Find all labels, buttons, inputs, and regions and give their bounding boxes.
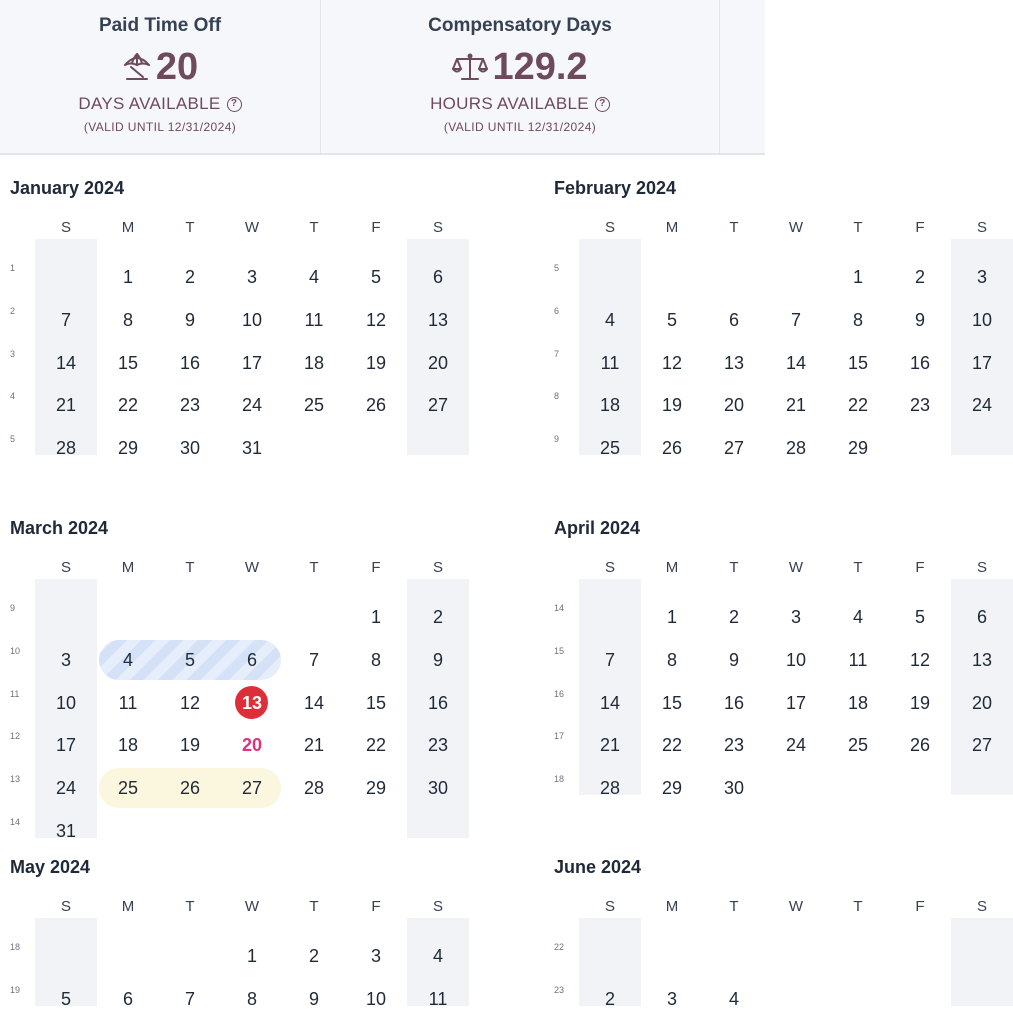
paid-time-off-value: 20 [155, 46, 199, 88]
calendar-day[interactable]: 1 [852, 267, 863, 287]
calendar-day[interactable]: 23 [427, 735, 449, 756]
calendar-day[interactable]: 24 [241, 395, 263, 416]
calendar-day[interactable]: 9 [432, 649, 443, 670]
week-number: 22 [554, 942, 565, 952]
weekday-header: T [853, 559, 863, 576]
week-number: 9 [10, 603, 16, 613]
calendar-day[interactable]: 12 [179, 692, 201, 713]
calendar-day[interactable]: 30 [179, 438, 201, 459]
week-number: 17 [554, 731, 565, 742]
calendar-day[interactable]: 12 [661, 352, 683, 373]
balances-header [0, 0, 765, 155]
calendar-day[interactable]: 11 [118, 692, 138, 713]
calendar-day[interactable]: 24 [55, 778, 77, 799]
compensatory-days-valid-until: (VALID UNTIL 12/31/2024) [443, 120, 597, 134]
days-available-text: DAYS AVAILABLE [78, 94, 221, 113]
calendar-day[interactable]: 3 [976, 267, 987, 287]
calendar-day[interactable]: 16 [427, 692, 449, 713]
calendar-day[interactable]: 30 [723, 778, 745, 799]
calendar-day[interactable]: 7 [790, 309, 801, 330]
compensatory-days-title: Compensatory Days [428, 15, 612, 36]
calendar-day[interactable]: 21 [55, 395, 77, 416]
calendar-day[interactable]: 1 [122, 267, 133, 287]
calendar-day[interactable]: 6 [122, 988, 133, 1009]
calendar-day[interactable]: 13 [427, 309, 449, 330]
calendar-day[interactable]: 12 [909, 649, 931, 670]
calendar-day[interactable]: 23 [909, 395, 931, 416]
calendar-day[interactable]: 31 [241, 438, 263, 459]
weekday-header: W [788, 219, 804, 236]
calendar-day[interactable]: 22 [117, 395, 139, 416]
calendar-day[interactable]: 2 [308, 946, 319, 966]
calendar-day[interactable]: 7 [604, 649, 615, 670]
weekday-header: T [185, 898, 195, 915]
calendar-day[interactable]: 11 [600, 352, 620, 373]
calendar-day[interactable]: 2 [604, 988, 615, 1009]
calendar-day[interactable]: 22 [661, 735, 683, 756]
month-title: April 2024 [554, 518, 641, 538]
weekday-header: T [185, 219, 195, 236]
week-number: 1 [10, 263, 16, 273]
calendar-day[interactable]: 28 [303, 778, 325, 799]
calendar-day[interactable]: 5 [666, 309, 677, 330]
hours-available-label [321, 94, 719, 114]
week-number: 3 [10, 348, 16, 359]
card-divider [719, 0, 720, 155]
calendar-day[interactable]: 25 [117, 778, 139, 799]
calendar-day[interactable]: 7 [308, 649, 319, 670]
calendar-day[interactable]: 1 [666, 607, 677, 627]
calendar-day[interactable]: 19 [909, 692, 931, 713]
hours-available-text: HOURS AVAILABLE [430, 94, 589, 113]
calendar-day[interactable]: 17 [55, 735, 77, 756]
weekday-header: W [788, 898, 804, 915]
calendar-day[interactable]: 4 [604, 309, 615, 330]
month-title: February 2024 [554, 178, 677, 198]
calendar-day[interactable]: 5 [184, 649, 195, 670]
weekday-header: F [915, 559, 925, 576]
weekday-header: F [371, 219, 381, 236]
calendar-day[interactable]: 6 [246, 649, 257, 670]
weekday-header: F [371, 898, 381, 915]
week-number: 14 [554, 603, 565, 613]
week-number: 2 [10, 305, 16, 316]
weekday-header: T [729, 898, 739, 915]
calendar-day[interactable]: 6 [976, 607, 987, 627]
calendar-day[interactable]: 15 [365, 692, 387, 713]
calendar-day[interactable]: 5 [60, 988, 71, 1009]
calendar-day[interactable]: 23 [179, 395, 201, 416]
calendar-day[interactable]: 30 [427, 778, 449, 799]
calendar-day[interactable]: 11 [848, 649, 868, 670]
calendar-day[interactable]: 21 [785, 395, 807, 416]
calendar-day[interactable]: 27 [971, 735, 993, 756]
help-icon[interactable]: ? [595, 97, 610, 112]
paid-time-off-valid-until: (VALID UNTIL 12/31/2024) [83, 120, 237, 134]
calendar-day[interactable]: 4 [308, 267, 319, 287]
weekday-header: S [60, 898, 71, 915]
calendar-day[interactable]: 18 [117, 735, 139, 756]
week-number: 11 [10, 688, 20, 699]
calendar-day[interactable]: 27 [723, 438, 745, 459]
calendar-day[interactable]: 16 [723, 692, 745, 713]
week-number: 7 [554, 348, 560, 359]
calendar-day[interactable]: 2 [914, 267, 925, 287]
weekday-header: S [432, 559, 443, 576]
weekday-header: T [729, 219, 739, 236]
weekday-header: T [309, 559, 319, 576]
paid-time-off-stat [0, 44, 320, 90]
week-number: 18 [554, 774, 565, 785]
calendar-day[interactable]: 29 [847, 438, 869, 459]
weekday-header: W [244, 559, 260, 576]
calendar-day[interactable]: 16 [179, 352, 201, 373]
calendar-day[interactable]: 8 [370, 649, 381, 670]
calendar-day[interactable]: 1 [246, 946, 257, 966]
weekday-header: S [604, 898, 615, 915]
calendar-day[interactable]: 20 [971, 692, 993, 713]
calendar-day[interactable]: 25 [599, 438, 621, 459]
calendar-day[interactable]: 15 [117, 352, 139, 373]
weekday-header: T [853, 898, 863, 915]
calendar-day[interactable]: 31 [55, 821, 77, 841]
calendar-day[interactable]: 5 [370, 267, 381, 287]
month-2 [554, 178, 1013, 475]
calendar-day[interactable]: 8 [246, 988, 257, 1009]
weekday-header: M [121, 898, 135, 915]
calendar-day[interactable]: 19 [365, 352, 387, 373]
calendar-day[interactable]: 21 [599, 735, 621, 756]
calendar-day[interactable]: 27 [427, 395, 449, 416]
calendar-day[interactable]: 8 [666, 649, 677, 670]
calendar-day[interactable]: 9 [728, 649, 739, 670]
calendar-day[interactable]: 17 [971, 352, 993, 373]
week-number: 14 [10, 817, 21, 827]
weekday-header: S [976, 898, 987, 915]
weekday-header: S [604, 219, 615, 236]
weekday-header: F [915, 898, 925, 915]
calendar-day[interactable]: 15 [847, 352, 869, 373]
calendar-day[interactable]: 13 [971, 649, 993, 670]
calendar-day[interactable]: 22 [365, 735, 387, 756]
calendar-day[interactable]: 7 [184, 988, 195, 1009]
calendar-day[interactable]: 14 [599, 692, 621, 713]
calendar-day[interactable]: 9 [184, 309, 195, 330]
calendar-day[interactable]: 6 [728, 309, 739, 330]
calendar-day[interactable]: 11 [428, 988, 448, 1009]
month-5 [10, 857, 469, 1026]
calendar-day[interactable]: 9 [308, 988, 319, 1009]
week-number: 15 [554, 645, 565, 656]
calendar-day[interactable]: 24 [785, 735, 807, 756]
calendar-day[interactable]: 18 [847, 692, 869, 713]
calendar-day[interactable]: 9 [914, 309, 925, 330]
calendar-day[interactable]: 4 [122, 649, 133, 670]
calendar-day[interactable]: 6 [432, 267, 443, 287]
calendar-day[interactable]: 25 [847, 735, 869, 756]
calendar-day[interactable]: 3 [60, 649, 71, 670]
weekday-header: W [244, 219, 260, 236]
calendar-day[interactable]: 4 [432, 946, 443, 966]
calendar-day[interactable]: 13 [723, 352, 745, 373]
week-number: 5 [10, 434, 16, 445]
compensatory-days-stat [321, 44, 719, 90]
calendar-day[interactable]: 20 [241, 735, 263, 756]
weekday-header: M [121, 559, 135, 576]
beach-umbrella-icon [122, 51, 152, 83]
week-number: 4 [10, 391, 16, 402]
calendar-day[interactable]: 20 [427, 352, 449, 373]
calendar-day[interactable]: 4 [728, 988, 739, 1009]
month-6 [554, 857, 1013, 1026]
weekday-header: S [432, 898, 443, 915]
calendar-day[interactable]: 24 [971, 395, 993, 416]
weekday-header: S [604, 559, 615, 576]
calendar-day[interactable]: 11 [304, 309, 324, 330]
weekday-header: M [665, 219, 679, 236]
weekday-header: M [665, 898, 679, 915]
calendar-day[interactable]: 27 [241, 778, 263, 799]
calendar-day[interactable]: 29 [661, 778, 683, 799]
weekend-column [951, 918, 1013, 1006]
weekday-header: T [185, 559, 195, 576]
calendar-day[interactable]: 14 [55, 352, 77, 373]
weekday-header: S [976, 219, 987, 236]
weekday-header: S [60, 559, 71, 576]
calendar-day[interactable]: 3 [246, 267, 257, 287]
calendar-day[interactable]: 14 [785, 352, 807, 373]
calendar-day[interactable]: 3 [370, 946, 381, 966]
weekday-header: M [121, 219, 135, 236]
calendar-day[interactable]: 23 [723, 735, 745, 756]
weekday-header: T [309, 898, 319, 915]
calendar-day[interactable]: 10 [785, 649, 807, 670]
calendar-day[interactable]: 28 [55, 438, 77, 459]
calendar-day[interactable]: 21 [303, 735, 325, 756]
week-number: 16 [554, 688, 565, 699]
calendar-day[interactable]: 8 [122, 309, 133, 330]
calendar-day[interactable]: 2 [432, 607, 443, 627]
calendar-day[interactable]: 14 [303, 692, 325, 713]
calendar-day[interactable]: 26 [179, 778, 201, 799]
calendar-day[interactable]: 26 [365, 395, 387, 416]
month-title: May 2024 [10, 857, 91, 877]
calendar-day[interactable]: 10 [241, 309, 263, 330]
days-available-label [0, 94, 320, 114]
calendar-day[interactable]: 3 [666, 988, 677, 1009]
weekday-header: S [60, 219, 71, 236]
calendar-day[interactable]: 17 [785, 692, 807, 713]
month-1 [10, 178, 469, 475]
calendar-day[interactable]: 29 [365, 778, 387, 799]
calendar-day[interactable]: 28 [599, 778, 621, 799]
calendar-day[interactable]: 20 [723, 395, 745, 416]
calendar-day[interactable]: 2 [184, 267, 195, 287]
calendar-day[interactable]: 19 [179, 735, 201, 756]
week-number: 13 [10, 774, 21, 785]
calendar-day[interactable]: 8 [852, 309, 863, 330]
weekday-header: S [976, 559, 987, 576]
weekday-header: T [853, 219, 863, 236]
week-number: 9 [554, 434, 560, 445]
week-number: 12 [10, 731, 21, 742]
calendar-day[interactable]: 10 [365, 988, 387, 1009]
weekday-header: M [665, 559, 679, 576]
calendar-day[interactable]: 16 [909, 352, 931, 373]
calendar-day[interactable]: 12 [365, 309, 387, 330]
week-number: 23 [554, 984, 565, 995]
calendar-day[interactable]: 4 [852, 607, 863, 627]
calendar-day[interactable]: 2 [728, 607, 739, 627]
paid-time-off-card [0, 0, 320, 155]
calendar-day[interactable]: 10 [55, 692, 77, 713]
calendar-day[interactable]: 15 [661, 692, 683, 713]
calendar-day[interactable]: 3 [790, 607, 801, 627]
paid-time-off-title: Paid Time Off [98, 15, 222, 36]
calendar-day[interactable]: 5 [914, 607, 925, 627]
week-number: 5 [554, 263, 560, 273]
calendar-day[interactable]: 17 [241, 352, 263, 373]
weekday-header: S [432, 219, 443, 236]
weekday-header: F [371, 559, 381, 576]
help-icon[interactable]: ? [227, 97, 242, 112]
weekday-header: F [915, 219, 925, 236]
month-4 [554, 518, 1013, 815]
week-number: 10 [10, 645, 21, 656]
compensatory-days-value: 129.2 [492, 46, 588, 88]
calendar-day[interactable]: 10 [971, 309, 993, 330]
month-title: June 2024 [554, 857, 642, 877]
week-number: 18 [10, 942, 21, 952]
calendar-day[interactable]: 26 [909, 735, 931, 756]
calendar-day[interactable]: 7 [60, 309, 71, 330]
compensatory-days-card [321, 0, 719, 155]
calendar-day[interactable]: 13 [241, 692, 263, 713]
week-number: 19 [10, 984, 21, 995]
calendar-day[interactable]: 26 [661, 438, 683, 459]
calendar-day[interactable]: 19 [661, 395, 683, 416]
calendar-day[interactable]: 18 [599, 395, 621, 416]
calendar-day[interactable]: 18 [303, 352, 325, 373]
month-title: March 2024 [10, 518, 109, 538]
weekday-header: W [788, 559, 804, 576]
weekday-header: T [729, 559, 739, 576]
calendar-day[interactable]: 22 [847, 395, 869, 416]
calendar-day[interactable]: 25 [303, 395, 325, 416]
weekday-header: T [309, 219, 319, 236]
scale-icon [452, 51, 488, 83]
calendar-day[interactable]: 28 [785, 438, 807, 459]
week-number: 6 [554, 305, 560, 316]
week-number: 8 [554, 391, 560, 402]
calendar-day[interactable]: 1 [370, 607, 381, 627]
calendar-day[interactable]: 29 [117, 438, 139, 459]
month-3 [10, 518, 469, 858]
month-title: January 2024 [10, 178, 125, 198]
weekday-header: W [244, 898, 260, 915]
